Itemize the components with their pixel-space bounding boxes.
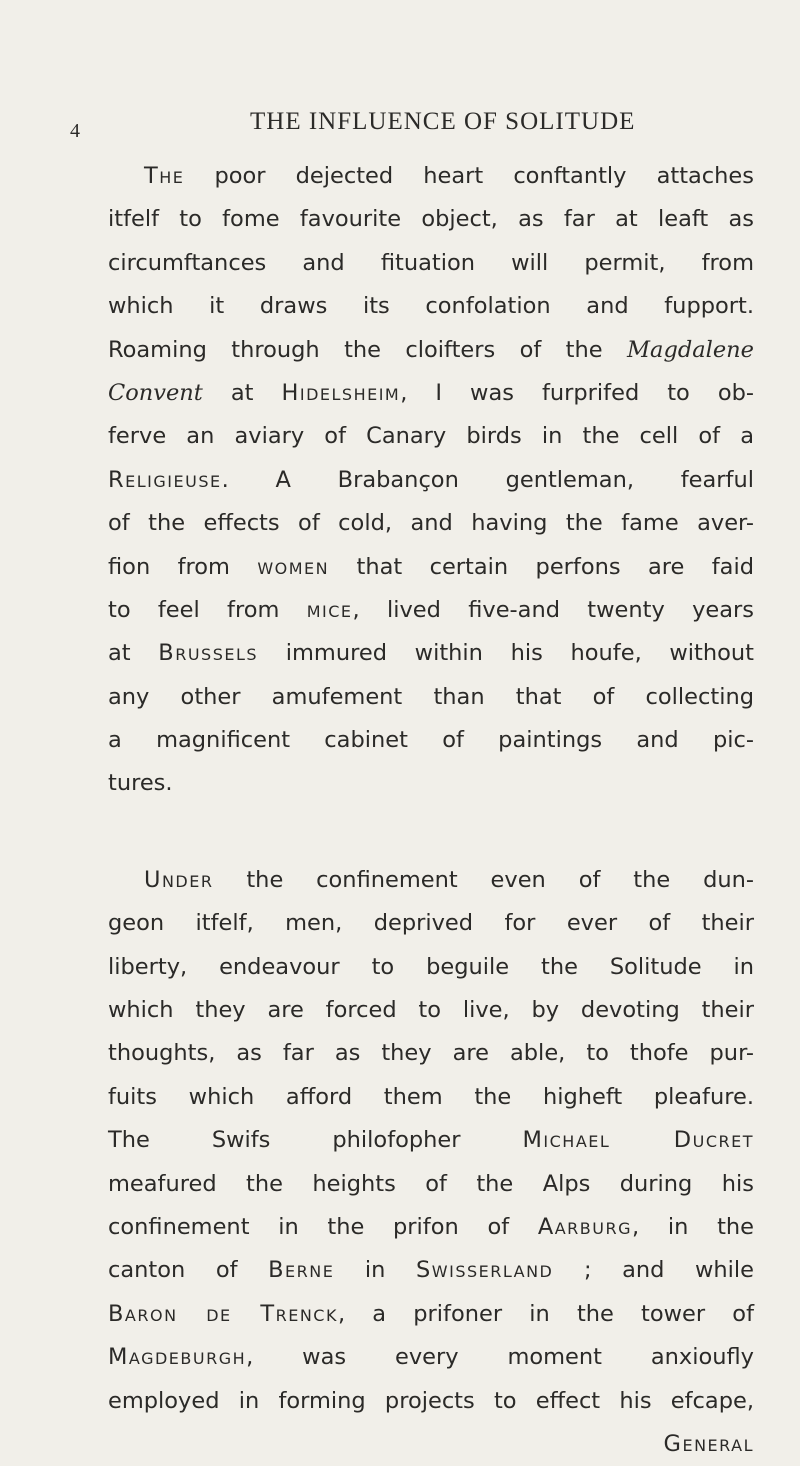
small-caps-word: The: [144, 163, 185, 189]
line-text: at: [202, 379, 282, 406]
small-caps-word: Under: [144, 866, 214, 893]
small-caps-word: Hidelsheim: [281, 379, 401, 406]
text-line: itfelf to fome favourite object, as far at leaft as: [108, 206, 754, 233]
small-caps-word: Aarburg: [537, 1213, 633, 1240]
line-text: canton of: [108, 1257, 269, 1284]
italic-word: Magdalene: [627, 336, 754, 363]
text-line: of the effects of cold, and having the fame aver-: [108, 510, 754, 537]
text-line: thoughts, as far as they are able, to thofe pur-: [108, 1040, 754, 1067]
text-line: ferve an aviary of Canary birds in the cell of a: [108, 423, 754, 450]
text-line: geon itfelf, men, deprived for ever of their: [108, 910, 754, 937]
text-line: [108, 459, 754, 502]
text-line: [108, 1249, 754, 1292]
line-text: confinement in the prifon of: [108, 1213, 538, 1240]
paragraph-1: [108, 155, 754, 806]
page-header: [60, 108, 750, 148]
text-line: [108, 589, 754, 632]
small-caps-word: Magdeburgh: [108, 1344, 247, 1371]
text-line: [108, 329, 754, 372]
text-line: fuits which afford them the higheft pleafure.: [108, 1083, 754, 1110]
text-line: which they are forced to live, by devoting their: [108, 997, 754, 1024]
paragraph-2: [108, 859, 754, 1466]
text-line: which it draws its confolation and fupport.: [108, 293, 754, 320]
line-text: ; and while: [553, 1257, 755, 1284]
line-text: , lived five-and twenty years: [352, 596, 754, 623]
text-line: [108, 1293, 754, 1336]
line-text: to feel from: [108, 596, 307, 623]
text-line: [108, 1336, 754, 1379]
paragraph-gap: [108, 806, 754, 859]
small-caps-word: Baron de Trenck: [108, 1300, 338, 1327]
text-line: [108, 632, 754, 675]
small-caps-word: Berne: [268, 1257, 335, 1284]
line-text: , in the: [632, 1213, 754, 1240]
line-text: at: [108, 640, 159, 667]
text-line: [108, 546, 754, 589]
small-caps-word: Brussels: [158, 640, 259, 667]
body-text: [108, 155, 754, 1466]
catchword: General: [663, 1430, 754, 1457]
text-line: [108, 372, 754, 415]
page-number: 4: [70, 120, 80, 142]
text-line: liberty, endeavour to beguile the Solitude in: [108, 953, 754, 980]
line-text: the confinement even of the dun-: [213, 866, 754, 893]
line-text: , I was furprifed to ob-: [400, 379, 754, 406]
text-line: tures.: [108, 770, 173, 797]
text-line: meafured the heights of the Alps during his: [108, 1170, 754, 1197]
running-head: THE INFLUENCE OF SOLITUDE: [250, 108, 636, 135]
small-caps-word: Swisserland: [416, 1257, 554, 1284]
text-line: [108, 859, 754, 902]
small-caps-word: mice: [306, 596, 353, 623]
text-line: [108, 1119, 754, 1162]
text-line: any other amufement than that of collecting: [108, 683, 754, 710]
line-text: in: [334, 1257, 416, 1284]
text-line: [108, 155, 754, 198]
italic-word: Convent: [108, 379, 203, 406]
line-text: , was every moment anxioufly: [246, 1344, 754, 1371]
line-text: that certain perfons are faid: [329, 553, 754, 580]
line-text: poor dejected heart conftantly attaches: [184, 163, 754, 189]
line-text: fion from: [108, 553, 258, 580]
line-text: The Swifs philofopher: [108, 1127, 523, 1154]
small-caps-word: Michael Ducret: [522, 1127, 754, 1154]
text-line: circumftances and fituation will permit, from: [108, 249, 754, 276]
text-line: employed in forming projects to effect his efcape,: [108, 1387, 754, 1414]
line-text: immured within his houfe, without: [258, 640, 754, 667]
text-line: [108, 1206, 754, 1249]
small-caps-word: Religieuse: [108, 466, 222, 493]
line-text: Roaming through the cloifters of the: [108, 336, 627, 363]
text-line: a magnificent cabinet of paintings and pic-: [108, 727, 754, 754]
line-text: , a prifoner in the tower of: [337, 1300, 754, 1327]
line-text: . A Brabançon gentleman, fearful: [221, 466, 754, 493]
small-caps-word: women: [257, 553, 330, 580]
